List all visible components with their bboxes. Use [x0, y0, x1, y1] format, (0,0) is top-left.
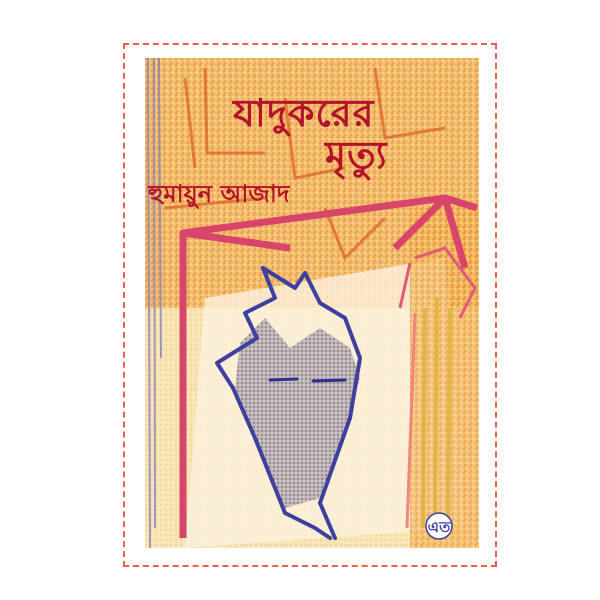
title-line-1: যাদুকরের	[233, 90, 375, 135]
book-title	[233, 92, 453, 176]
publisher-logo-text: এত	[427, 518, 451, 536]
book-author: হুমায়ুন আজাদ	[148, 179, 290, 208]
book-cover[interactable]	[145, 58, 479, 548]
title-line-2: মৃত্যু	[325, 132, 388, 177]
